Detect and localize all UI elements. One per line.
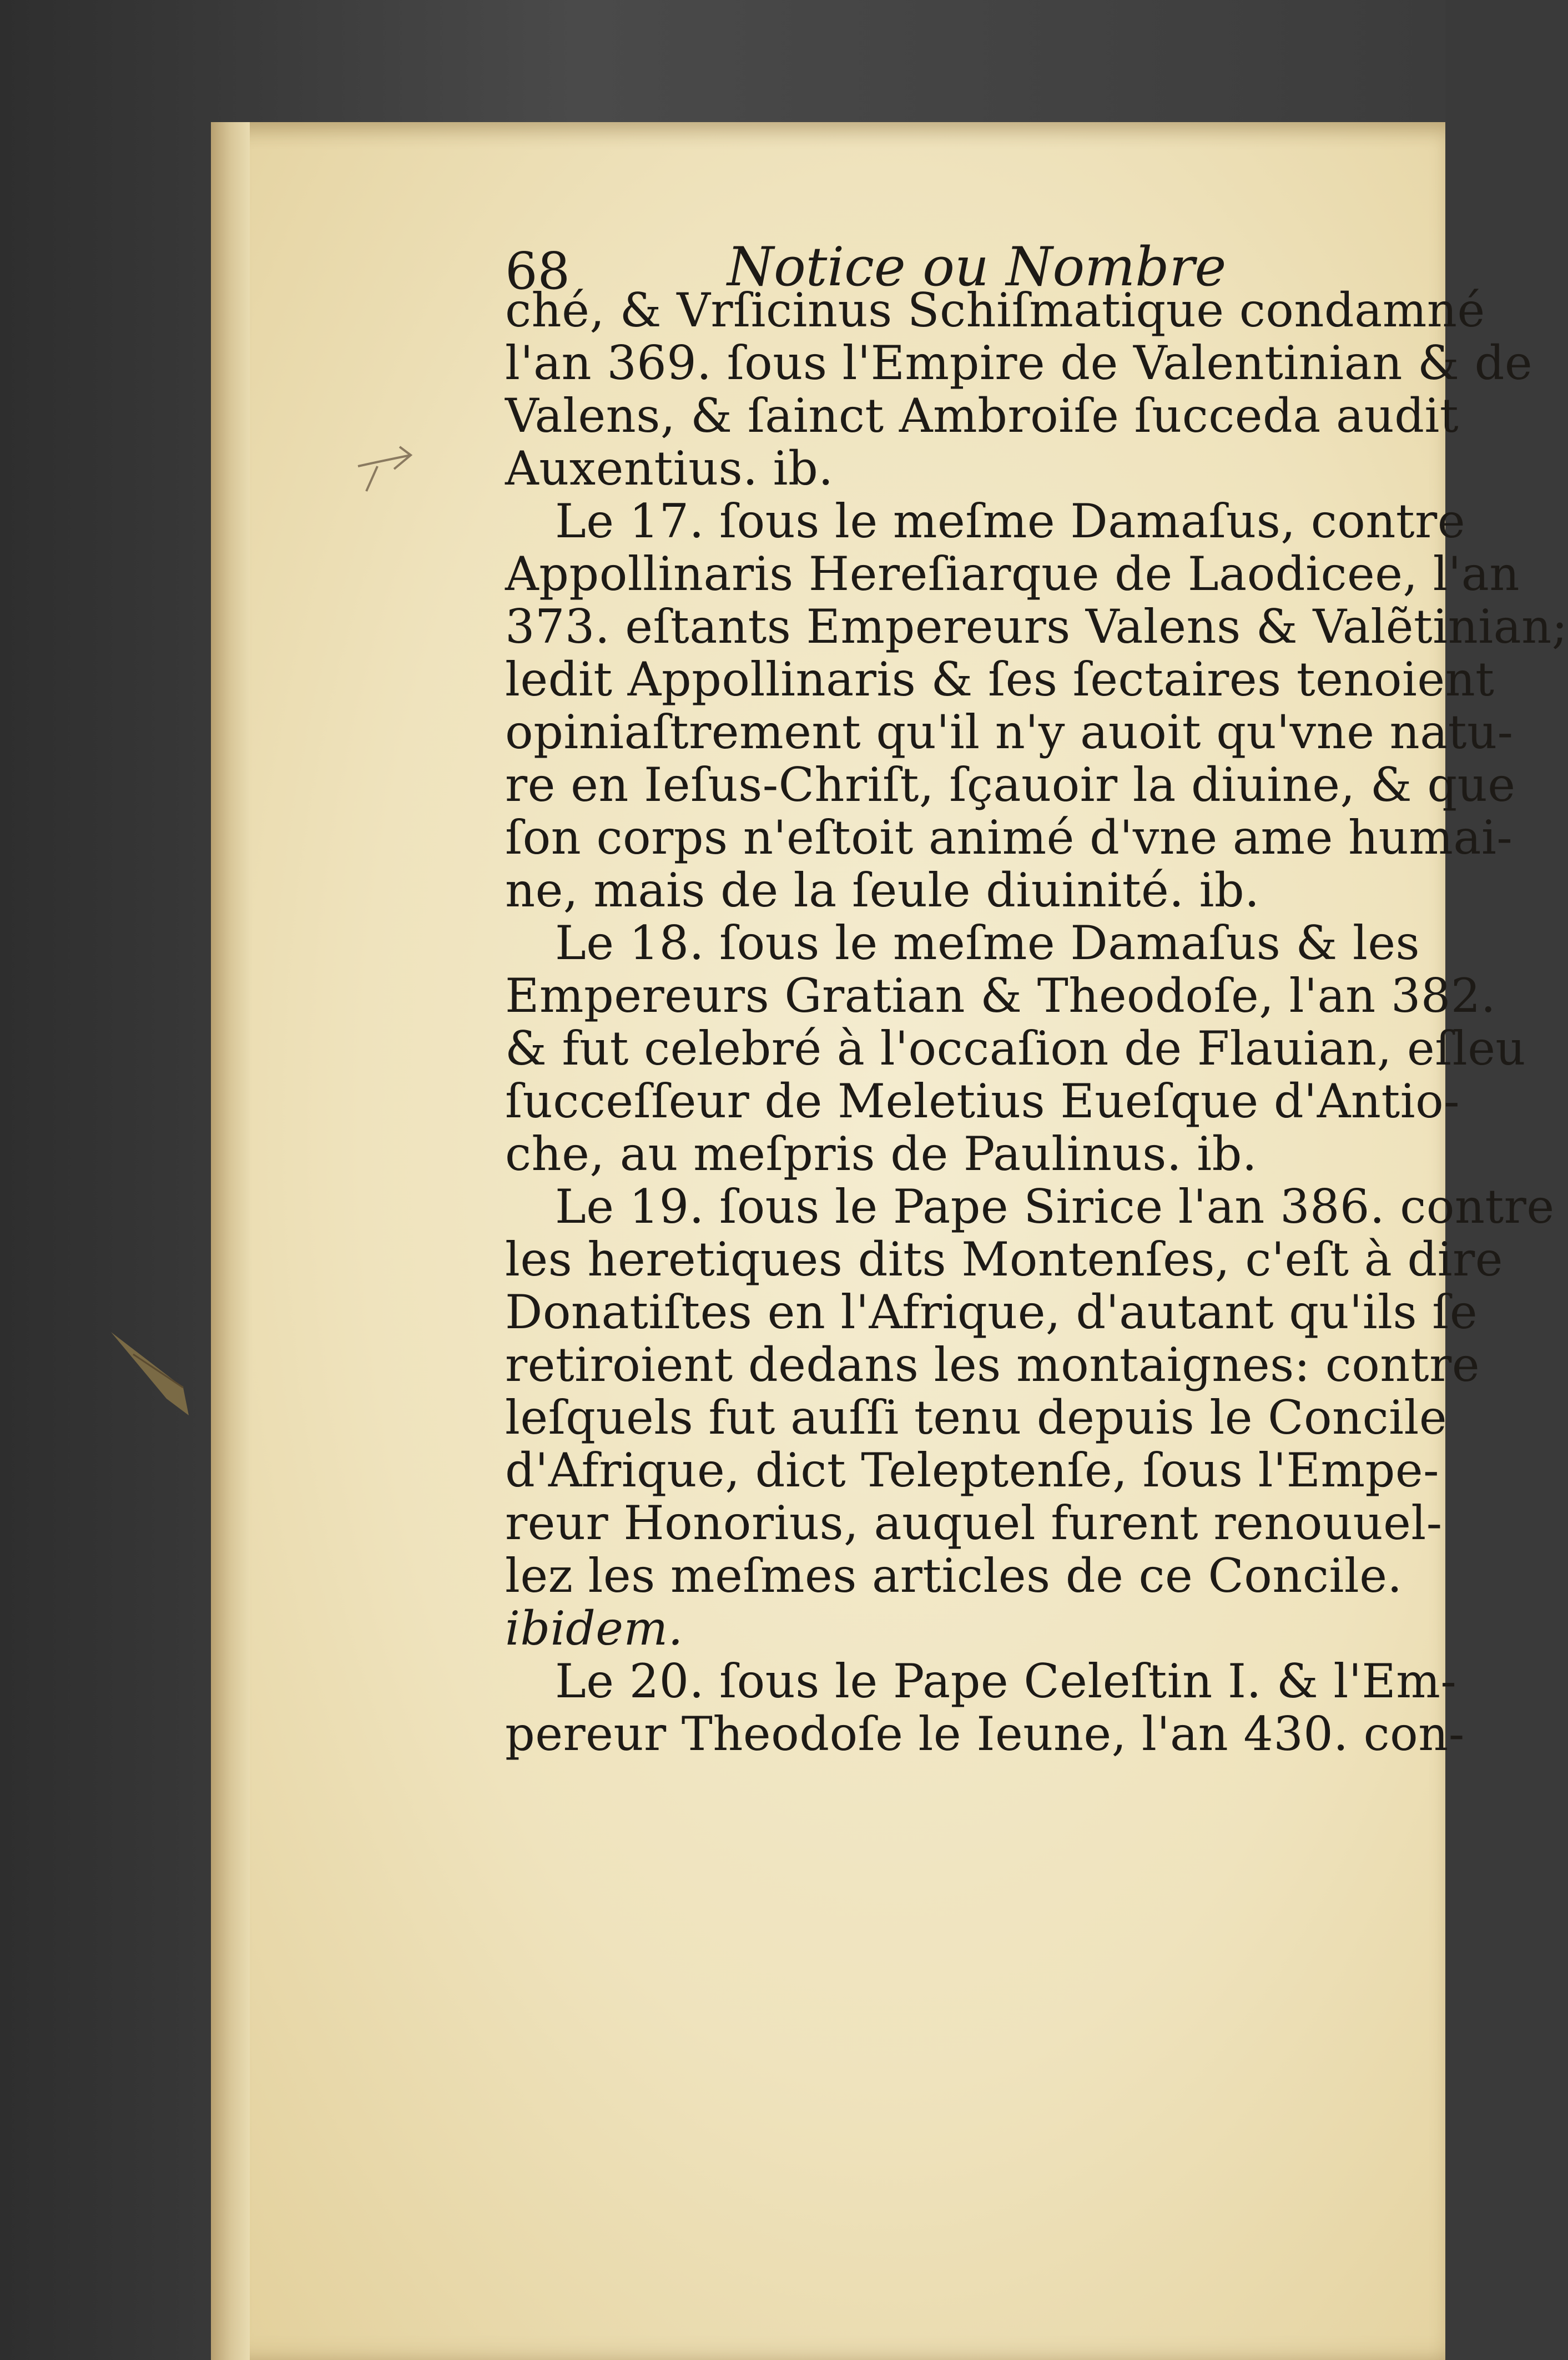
text-line: retiroient dedans les montaignes: contre (505, 1338, 1480, 1392)
text-line: ledit Appollinaris & ſes ſectaires tenoient (505, 652, 1495, 707)
text-line: Le 20. ſous le Pape Celeſtin I. & l'Em- (555, 1654, 1457, 1708)
text-line: leſquels fut auſſi tenu depuis le Concile (505, 1390, 1448, 1445)
text-line: Valens, & ſainct Ambroiſe ſucceda audit (505, 389, 1459, 443)
text-line: 373. eſtants Empereurs Valens & Valẽtinian; (505, 599, 1568, 654)
text-line: ché, & Vrſicinus Schiſmatique condamné (505, 283, 1485, 337)
text-line: & fut celebré à l'occaſion de Flauian, eſleu (505, 1021, 1526, 1076)
text-line: ne, mais de la ſeule diuinité. ib. (505, 863, 1260, 917)
text-line: lez les meſmes articles de ce Concile. (505, 1549, 1403, 1603)
margin-arrow-mark (355, 444, 416, 494)
text-line: che, au meſpris de Paulinus. ib. (505, 1127, 1258, 1181)
text-line: pereur Theodoſe le Ieune, l'an 430. con- (505, 1707, 1465, 1761)
text-line: Appollinaris Hereſiarque de Laodicee, l'an (505, 547, 1520, 601)
text-line: opiniaſtrement qu'il n'y auoit qu'vne natu- (505, 705, 1514, 759)
text-line: Le 18. ſous le meſme Damaſus & les (555, 916, 1420, 970)
margin-quill-mark (100, 1321, 200, 1443)
running-title: Notice ou Nombre (727, 236, 1227, 298)
text-line: Auxentius. ib. (505, 441, 834, 496)
text-line: reur Honorius, auquel furent renouuel- (505, 1496, 1443, 1550)
page-gutter-edge (211, 122, 250, 2360)
text-line: l'an 369. ſous l'Empire de Valentinian & de (505, 336, 1533, 390)
text-line: Empereurs Gratian & Theodoſe, l'an 382. (505, 969, 1496, 1023)
text-line: les heretiques dits Montenſes, c'eſt à dire (505, 1232, 1504, 1287)
text-line: ſon corps n'eſtoit animé d'vne ame humai- (505, 810, 1513, 865)
text-line: Donatiſtes en l'Afrique, d'autant qu'ils ſe (505, 1285, 1478, 1339)
text-line: ſucceſſeur de Meletius Eueſque d'Antio- (505, 1074, 1460, 1128)
text-line: d'Afrique, dict Teleptenſe, ſous l'Empe- (505, 1443, 1439, 1497)
text-line: Le 17. ſous le meſme Damaſus, contre (555, 494, 1466, 548)
page-number: 68 (505, 241, 571, 301)
text-line: re en Ieſus-Chriſt, ſçauoir la diuine, & que (505, 758, 1516, 812)
text-line: ibidem. (505, 1601, 683, 1656)
text-line: Le 19. ſous le Pape Sirice l'an 386. contre (555, 1179, 1555, 1234)
